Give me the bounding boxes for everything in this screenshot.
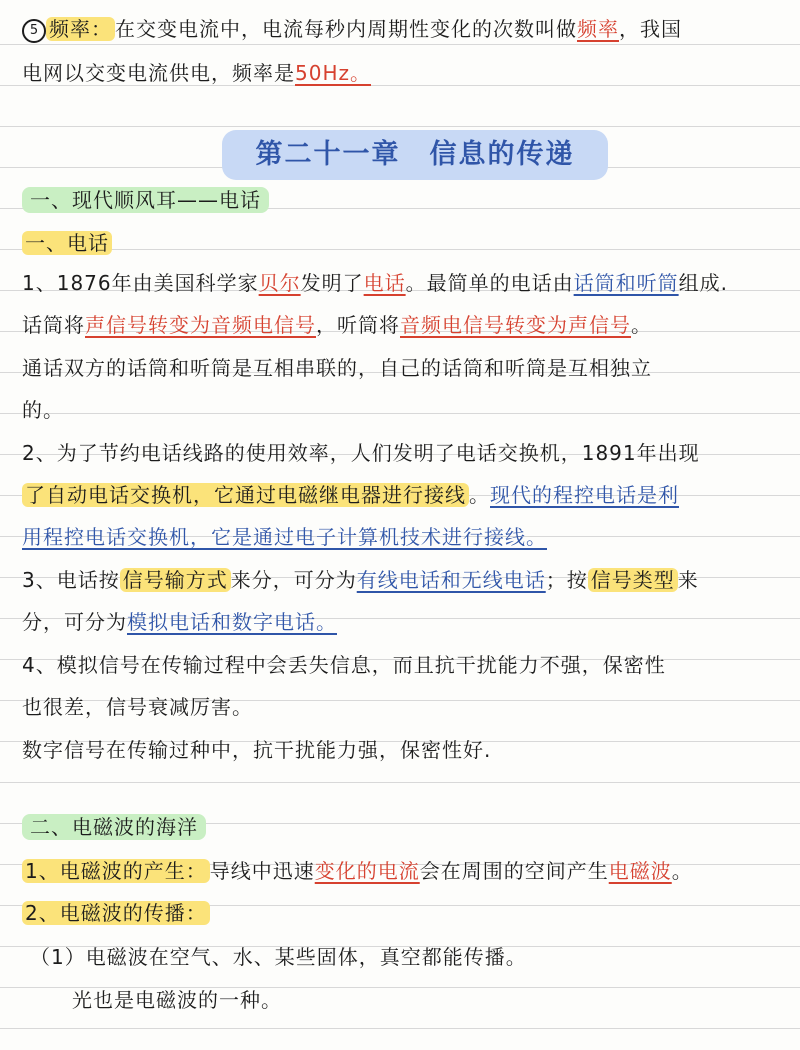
text: 组成. <box>678 271 728 295</box>
text: 。 <box>671 859 693 883</box>
text: 话筒将 <box>22 313 85 337</box>
sub-label: 一、电话 <box>22 231 112 255</box>
highlight-red: 电磁波 <box>608 859 672 883</box>
paragraph-line <box>22 898 780 928</box>
text: 来分，可分为 <box>230 568 357 592</box>
text: 电网以交变电流供电，频率是 <box>22 61 295 85</box>
frequency-line-1 <box>22 14 780 44</box>
paragraph-line <box>22 607 780 637</box>
text: ，听筒将 <box>316 313 400 337</box>
paragraph-line: 数字信号在传输过种中，抗干扰能力强，保密性好. <box>22 738 492 762</box>
highlight-red: 声信号转变为音频电信号 <box>85 313 316 337</box>
text: 3、电话按 <box>22 568 120 592</box>
highlight-blue: 用程控电话交换机，它是通过电子计算机技术进行接线。 <box>22 525 547 549</box>
text: ；按 <box>545 568 588 592</box>
paragraph-line <box>22 480 780 510</box>
text: 。最简单的电话由 <box>405 271 574 295</box>
section-heading-2 <box>22 812 780 842</box>
highlight-yellow: 2、电磁波的传播： <box>22 901 210 925</box>
highlight-red: 贝尔 <box>258 271 301 295</box>
frequency-keyword: 频率 <box>577 17 619 41</box>
sub-heading-telephone <box>22 228 780 258</box>
text: 来 <box>677 568 699 592</box>
paragraph-line <box>22 522 780 552</box>
section-label: 一、现代顺风耳——电话 <box>22 187 269 213</box>
paragraph-line: 也很差，信号衰减厉害。 <box>22 695 253 719</box>
highlight-yellow: 了自动电话交换机，它通过电磁继电器进行接线 <box>22 483 469 507</box>
section-label: 二、电磁波的海洋 <box>22 814 206 840</box>
paragraph-line: （1）电磁波在空气、水、某些固体，真空都能传播。 <box>30 945 527 969</box>
highlight-blue: 话筒和听筒 <box>573 271 679 295</box>
highlight-blue: 模拟电话和数字电话。 <box>127 610 337 634</box>
text: 在交变电流中，电流每秒内周期性变化的次数叫做 <box>115 17 577 41</box>
text: 会在周围的空间产生 <box>419 859 609 883</box>
text: 发明了 <box>300 271 364 295</box>
paragraph-line: 的。 <box>22 398 64 422</box>
text: 导线中迅速 <box>209 859 315 883</box>
text: 分，可分为 <box>22 610 127 634</box>
highlight-blue: 有线电话和无线电话 <box>356 568 546 592</box>
paragraph-line: 光也是电磁波的一种。 <box>72 988 282 1012</box>
highlight-yellow: 1、电磁波的产生： <box>22 859 210 883</box>
paragraph-line <box>22 856 780 886</box>
frequency-term: 频率： <box>46 17 115 41</box>
frequency-value: 50Hz。 <box>295 61 371 85</box>
text: 。 <box>631 313 652 337</box>
highlight-blue: 现代的程控电话是利 <box>490 483 679 507</box>
paragraph-line: 4、模拟信号在传输过程中会丢失信息，而且抗干扰能力不强，保密性 <box>22 653 666 677</box>
text: ，我国 <box>619 17 682 41</box>
paragraph-line <box>22 310 780 340</box>
section-heading-1 <box>22 185 780 215</box>
paragraph-line: 通话双方的话筒和听筒是互相串联的，自己的话筒和听筒是互相独立 <box>22 356 652 380</box>
circled-number: 5 <box>22 19 46 43</box>
paragraph-line: 2、为了节约电话线路的使用效率，人们发明了电话交换机，1891年出现 <box>22 441 700 465</box>
frequency-line-2 <box>22 58 780 88</box>
paragraph-line <box>22 268 780 298</box>
highlight-red: 变化的电流 <box>314 859 420 883</box>
highlight-red: 电话 <box>363 271 406 295</box>
chapter-title: 第二十一章 信息的传递 <box>222 130 608 180</box>
text: 。 <box>469 483 490 507</box>
highlight-yellow: 信号类型 <box>588 568 678 592</box>
text: 1、1876年由美国科学家 <box>22 271 259 295</box>
highlight-yellow: 信号输方式 <box>120 568 231 592</box>
highlight-red: 音频电信号转变为声信号 <box>400 313 631 337</box>
paragraph-line <box>22 565 780 595</box>
